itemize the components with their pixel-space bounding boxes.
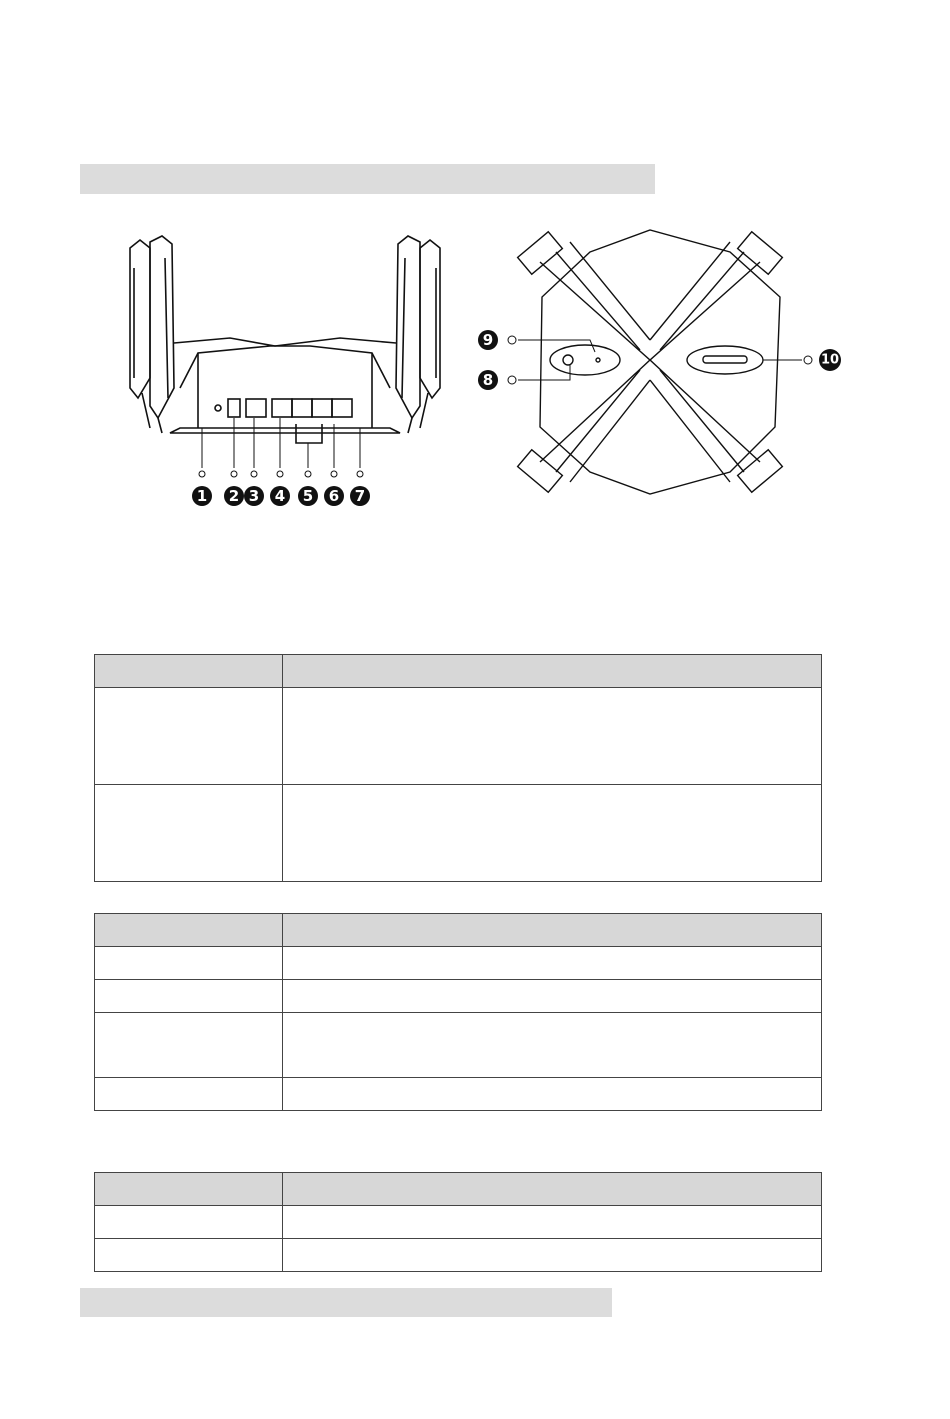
table-cell — [95, 1239, 283, 1272]
spec-table-2 — [94, 913, 822, 1111]
table-header-row — [95, 1173, 822, 1206]
table-cell — [95, 947, 283, 980]
table-header-row — [95, 914, 822, 947]
svg-text:3: 3 — [248, 487, 260, 505]
table-row — [95, 1013, 822, 1078]
table-cell — [95, 1013, 283, 1078]
table-cell — [283, 1078, 822, 1111]
table-cell — [95, 980, 283, 1013]
table-cell — [283, 947, 822, 980]
table-header-cell — [283, 914, 822, 947]
callout-2 — [224, 486, 244, 506]
table-cell — [283, 1013, 822, 1078]
callout-3 — [244, 486, 264, 506]
table-cell — [95, 1078, 283, 1111]
callout-10 — [819, 349, 841, 371]
table-header-cell — [95, 655, 283, 688]
table-row — [95, 980, 822, 1013]
router-top-view-illustration — [470, 222, 850, 502]
table-header-cell — [95, 1173, 283, 1206]
table-row — [95, 785, 822, 882]
section-heading-bar-top — [80, 164, 655, 194]
svg-text:4: 4 — [274, 487, 286, 505]
svg-text:10: 10 — [820, 352, 840, 368]
svg-text:5: 5 — [302, 487, 314, 505]
table-cell — [95, 688, 283, 785]
callout-4 — [270, 486, 290, 506]
callout-5 — [298, 486, 318, 506]
table-header-cell — [95, 914, 283, 947]
table-cell — [283, 688, 822, 785]
table-row — [95, 1239, 822, 1272]
router-rear-view-illustration — [110, 228, 460, 518]
svg-text:1: 1 — [196, 487, 208, 505]
table-cell — [95, 785, 283, 882]
callout-7 — [350, 486, 370, 506]
section-heading-bar-bottom — [80, 1288, 612, 1317]
svg-text:7: 7 — [354, 487, 366, 505]
callout-6 — [324, 486, 344, 506]
spec-table-1 — [94, 654, 822, 882]
svg-text:8: 8 — [482, 371, 494, 389]
table-row — [95, 1206, 822, 1239]
table-row — [95, 1078, 822, 1111]
table-cell — [283, 785, 822, 882]
table-header-cell — [283, 1173, 822, 1206]
table-row — [95, 688, 822, 785]
table-cell — [95, 1206, 283, 1239]
spec-table-3 — [94, 1172, 822, 1272]
callout-8 — [478, 370, 498, 390]
table-header-row — [95, 655, 822, 688]
svg-text:6: 6 — [328, 487, 340, 505]
table-row — [95, 947, 822, 980]
callout-9 — [478, 330, 498, 350]
svg-text:9: 9 — [482, 331, 494, 349]
callout-1 — [192, 486, 212, 506]
table-cell — [283, 980, 822, 1013]
table-header-cell — [283, 655, 822, 688]
table-cell — [283, 1239, 822, 1272]
svg-text:2: 2 — [228, 487, 240, 505]
table-cell — [283, 1206, 822, 1239]
